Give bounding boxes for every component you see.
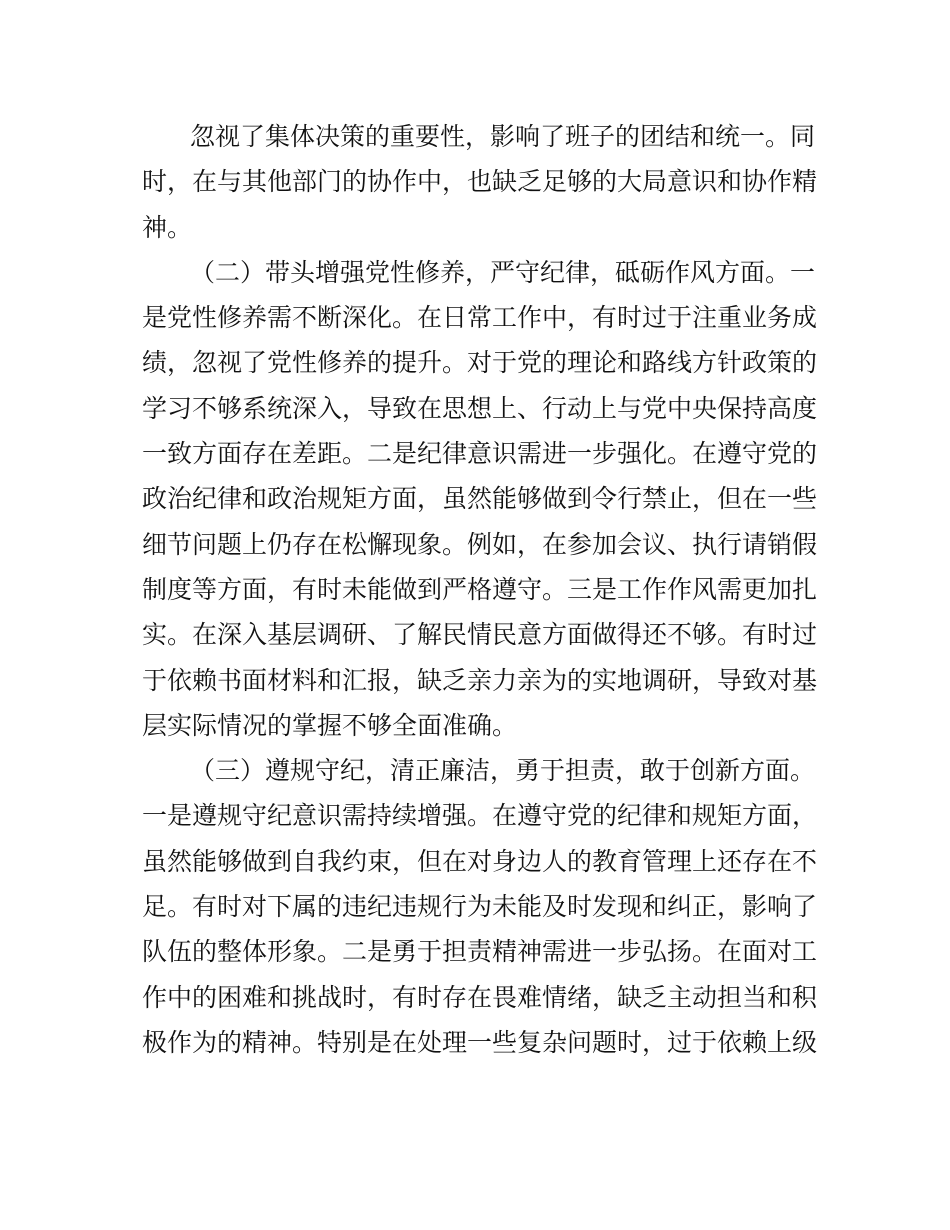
text-line: 虽然能够做到自我约束，但在对身边人的教育管理上还存在不	[142, 846, 818, 876]
text-line: 绩，忽视了党性修养的提升。对于党的理论和路线方针政策的	[142, 348, 818, 378]
document-page	[142, 114, 818, 1065]
text-line: 足。有时对下属的违纪违规行为未能及时发现和纠正，影响了	[142, 892, 818, 922]
text-line: 是党性修养需不断深化。在日常工作中，有时过于注重业务成	[142, 303, 818, 333]
text-line: 时，在与其他部门的协作中，也缺乏足够的大局意识和协作精	[142, 167, 818, 197]
text-line: 作中的困难和挑战时，有时存在畏难情绪，缺乏主动担当和积	[142, 982, 818, 1012]
paragraph	[142, 250, 818, 748]
text-line: 学习不够系统深入，导致在思想上、行动上与党中央保持高度	[142, 393, 818, 423]
text-line: 极作为的精神。特别是在处理一些复杂问题时，过于依赖上级	[142, 1027, 818, 1057]
text-line: 层实际情况的掌握不够全面准确。	[142, 710, 518, 740]
text-line: 一是遵规守纪意识需持续增强。在遵守党的纪律和规矩方面，	[142, 801, 818, 831]
text-line: 细节问题上仍存在松懈现象。例如，在参加会议、执行请销假	[142, 529, 818, 559]
text-line: 队伍的整体形象。二是勇于担责精神需进一步弘扬。在面对工	[142, 937, 818, 967]
text-line: 实。在深入基层调研、了解民情民意方面做得还不够。有时过	[142, 620, 818, 650]
text-line: 忽视了集体决策的重要性，影响了班子的团结和统一。同	[190, 122, 816, 151]
text-line: 一致方面存在差距。二是纪律意识需进一步强化。在遵守党的	[142, 439, 818, 469]
text-line: 于依赖书面材料和汇报，缺乏亲力亲为的实地调研，导致对基	[142, 665, 818, 695]
text-line: 政治纪律和政治规矩方面，虽然能够做到令行禁止，但在一些	[142, 484, 818, 514]
text-line: 神。	[142, 212, 193, 242]
text-line: 制度等方面，有时未能做到严格遵守。三是工作作风需更加扎	[142, 574, 818, 604]
paragraph	[142, 114, 818, 250]
text-line: （二）带头增强党性修养，严守纪律，砥砺作风方面。一	[190, 257, 816, 287]
text-line: （三）遵规守纪，清正廉洁，勇于担责，敢于创新方面。	[190, 756, 816, 786]
paragraph	[142, 748, 818, 1065]
